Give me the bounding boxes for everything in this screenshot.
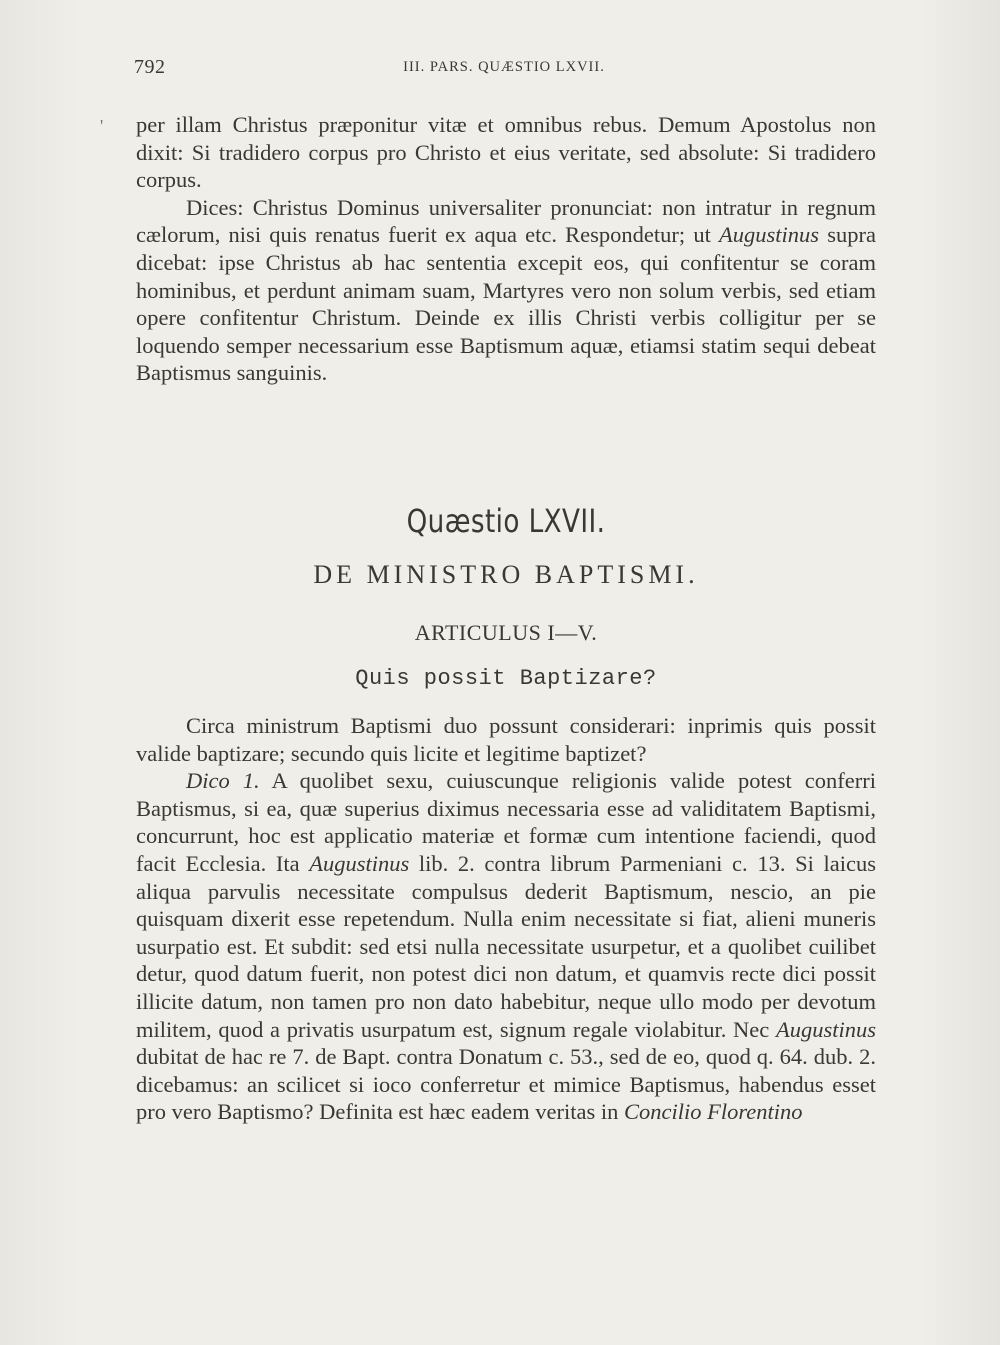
italic-name: Augustinus bbox=[719, 222, 820, 248]
italic-name: Augustinus bbox=[775, 1016, 876, 1042]
paragraph-circa: Circa ministrum Baptismi duo possunt considerari: inprimis quis possit valide baptizare; secundo quis licite et legitime baptizet? bbox=[136, 713, 876, 766]
text-run: A quolibet sexu, cuiuscunque religionis valide potest conferri Baptismus, si ea, quæ superius diximus necessaria esse ad validitatem Baptismi, concurrunt, hoc est applicatio materiæ et formæ cum intentione faciendi, quod facit Ecclesia. Ita bbox=[136, 768, 876, 876]
text-run: Dices: Christus Dominus universaliter pronunciat: non intratur in regnum cælorum, nisi quis renatus fuerit ex aqua etc. Respondetur; ut bbox=[136, 194, 876, 248]
bottom-text-block bbox=[136, 712, 876, 1126]
question-heading: Quis possit Baptizare? bbox=[355, 666, 657, 691]
paragraph-continuation: per illam Christus præponitur vitæ et omnibus rebus. Demum Apostolus non dixit: Si tradidero corpus pro Christo et eius veritate, sed absolute: Si tradidero corpus. bbox=[136, 112, 876, 193]
text-run: dubitat de hac re 7. de Bapt. contra Donatum c. 53., sed de eo, quod q. 64. dub. 2. dicebamus: an scilicet si ioco conferretur et mimice Baptismus, habendus esset pro vero Baptismo? Definita est hæc eadem veritas in bbox=[136, 1044, 876, 1125]
italic-name: Concilio Florentino bbox=[623, 1099, 803, 1125]
text-run: supra dicebat: ipse Christus ab hac sententia excepit eos, qui confitentur se coram hominibus, et perdunt animam suam, Martyres vero non solum verbis, sed etiam opere confitentur Christum. Deinde ex illis Christi verbis colligitur per se loquendo semper necessarium esse Baptismum aquæ, etiamsi statim sequi debeat Baptismus sanguinis. bbox=[136, 222, 876, 386]
margin-mark: ' bbox=[100, 116, 104, 136]
running-head: III. PARS. QUÆSTIO LXVII. bbox=[403, 59, 605, 75]
italic-name: Augustinus bbox=[309, 850, 410, 876]
dico-label: Dico 1. bbox=[186, 768, 260, 794]
page-number: 792 bbox=[134, 56, 166, 78]
paragraph-dices bbox=[136, 194, 876, 387]
questio-heading: Quæstio LXVII. bbox=[406, 502, 606, 540]
top-text-block bbox=[136, 111, 876, 387]
page-header bbox=[134, 56, 874, 86]
paragraph-dico bbox=[136, 767, 876, 1126]
text-run: lib. 2. contra librum Parmeniani c. 13. Si laicus aliqua parvulis necessitate compulsus dederit Baptismum, nescio, an pie quisquam dixerit esse repetendum. Nulla enim necessitate si fiat, alieni muneris usurpatio est. Et subdit: sed etsi nulla necessitate usurpetur, et a quolibet cuilibet detur, quod datum fuerit, non potest dici non datum, et quamvis recte dici possit illicite datum, non tamen pro non dato habebitur, neque ullo modo per devotum militem, quod a privatis usurpatum est, signum regale violabitur. Nec bbox=[136, 850, 876, 1042]
articulus-heading: ARTICULUS I—V. bbox=[414, 620, 598, 645]
section-title: DE MINISTRO BAPTISMI. bbox=[313, 560, 699, 589]
